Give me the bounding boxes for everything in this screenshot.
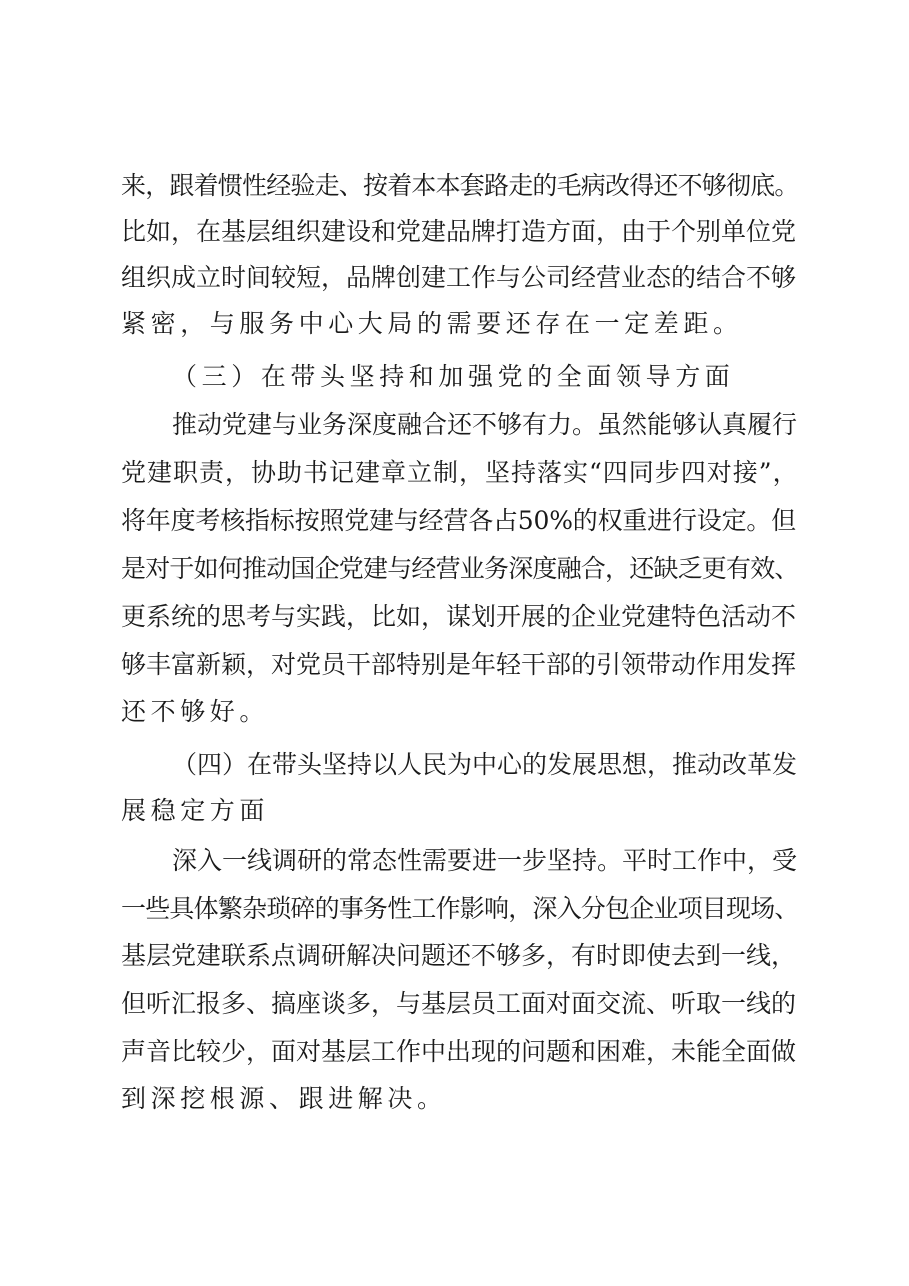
paragraph-line: 够丰富新颖，对党员干部特别是年轻干部的引领带动作用发挥 <box>121 650 797 679</box>
paragraph-line: 是对于如何推动国企党建与经营业务深度融合，还缺乏更有效、 <box>121 554 799 583</box>
paragraph-line: 将年度考核指标按照党建与经营各占50%的权重进行设定。但 <box>121 506 796 535</box>
section-heading: （三）在带头坚持和加强党的全面领导方面 <box>172 362 735 391</box>
paragraph-line: 推动党建与业务深度融合还不够有力。虽然能够认真履行 <box>172 410 798 439</box>
paragraph-line: 来，跟着惯性经验走、按着本本套路走的毛病改得还不够彻底。 <box>121 171 799 200</box>
paragraph-line: 基层党建联系点调研解决问题还不够多，有时即使去到一线， <box>121 941 797 970</box>
paragraph-line: 一些具体繁杂琐碎的事务性工作影响，深入分包企业项目现场、 <box>121 894 799 923</box>
section-heading-continuation: 展稳定方面 <box>121 796 270 825</box>
paragraph-line: 更系统的思考与实践，比如，谋划开展的企业党建特色活动不 <box>121 602 797 631</box>
paragraph-line: 比如，在基层组织建设和党建品牌打造方面，由于个别单位党 <box>121 217 797 246</box>
paragraph-line: 组织成立时间较短，品牌创建工作与公司经营业态的结合不够 <box>121 263 797 292</box>
paragraph-line: 党建职责，协助书记建章立制，坚持落实“四同步四对接”， <box>121 458 799 487</box>
paragraph-line: 声音比较少，面对基层工作中出现的问题和困难，未能全面做 <box>121 1037 797 1066</box>
paragraph-line: 深入一线调研的常态性需要进一步坚持。平时工作中，受 <box>172 846 798 875</box>
paragraph-line: 但听汇报多、搞座谈多，与基层员工面对面交流、听取一线的 <box>121 989 797 1018</box>
paragraph-line: 紧密，与服务中心大局的需要还存在一定差距。 <box>121 309 743 338</box>
paragraph-line: 还不够好。 <box>121 697 270 726</box>
section-heading: （四）在带头坚持以人民为中心的发展思想，推动改革发 <box>172 750 798 779</box>
paragraph-line: 到深挖根源、跟进解决。 <box>121 1084 447 1113</box>
